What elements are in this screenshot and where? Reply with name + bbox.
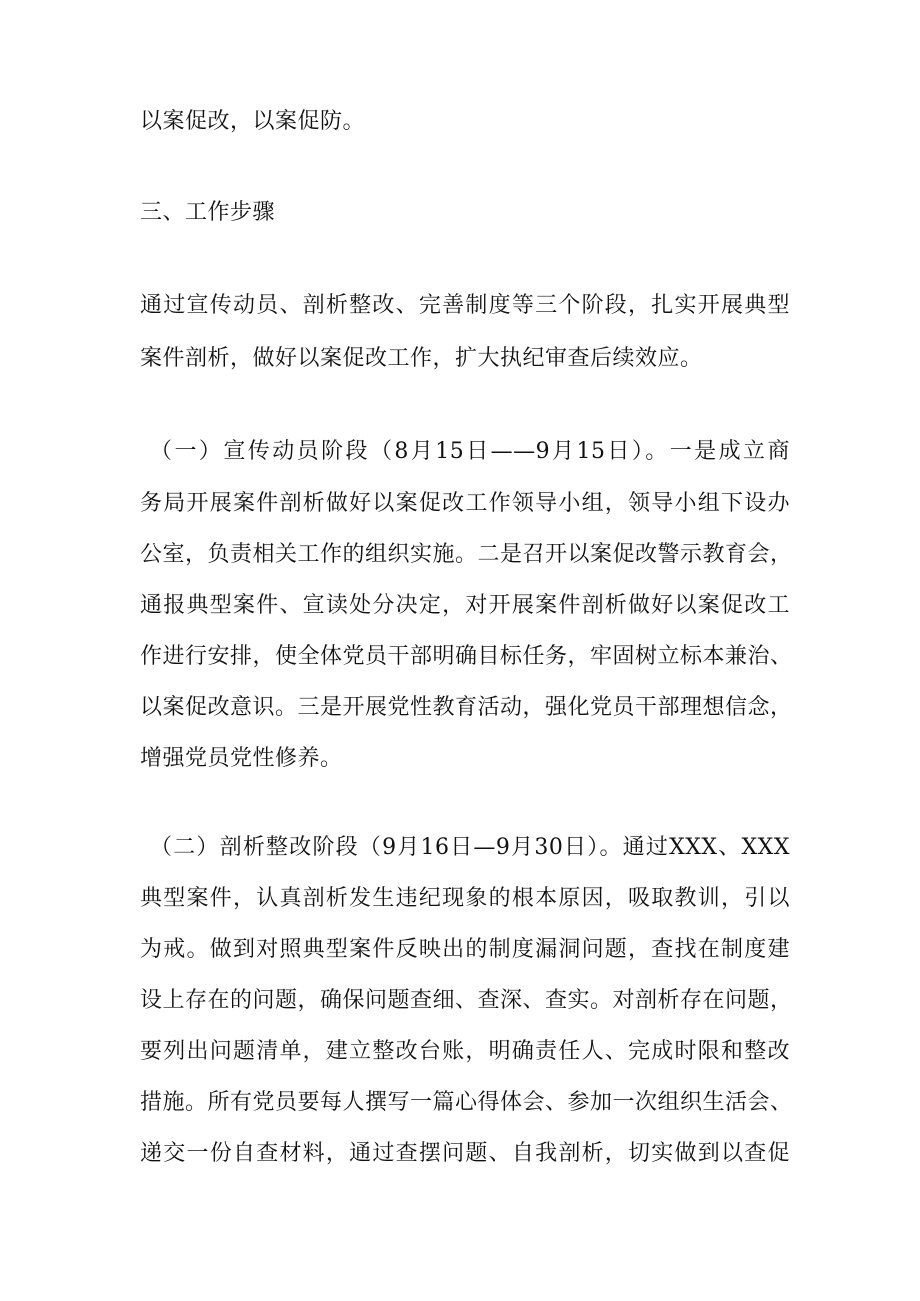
paragraph-line: 设上存在的问题，确保问题查细、查深、查实。对剖析存在问题， (140, 988, 793, 1013)
paragraph-line: 为戒。做到对照典型案件反映出的制度漏洞问题，查找在制度建 (140, 937, 790, 962)
paragraph-line: 要列出问题清单，建立整改台账，明确责任人、完成时限和整改 (140, 1039, 790, 1064)
paragraph-line: 公室，负责相关工作的组织实施。二是召开以案促改警示教育会， (140, 542, 793, 567)
paragraph-line: （一）宣传动员阶段（8月15日——9月15日）。一是成立商 (150, 439, 790, 464)
paragraph-line: 通过宣传动员、剖析整改、完善制度等三个阶段，扎实开展典型 (140, 293, 790, 318)
paragraph-line: 措施。所有党员要每人撰写一篇心得体会、参加一次组织生活会、 (140, 1090, 793, 1115)
section-heading: 三、工作步骤 (140, 200, 276, 225)
intro-line: 以案促改，以案促防。 (140, 109, 366, 134)
paragraph-line: 递交一份自查材料，通过查摆问题、自我剖析，切实做到以查促 (140, 1141, 790, 1166)
paragraph-line: 作进行安排，使全体党员干部明确目标任务，牢固树立标本兼治、 (140, 644, 793, 669)
paragraph-line: 增强党员党性修养。 (140, 746, 343, 771)
paragraph-line: 通报典型案件、宣读处分决定，对开展案件剖析做好以案促改工 (140, 593, 790, 618)
paragraph-line: 务局开展案件剖析做好以案促改工作领导小组，领导小组下设办 (140, 491, 790, 516)
paragraph-line: 以案促改意识。三是开展党性教育活动，强化党员干部理想信念， (140, 695, 793, 720)
paragraph-line: （二）剖析整改阶段（9月16日—9月30日）。通过XXX、XXX (150, 835, 790, 860)
paragraph-line: 典型案件，认真剖析发生违纪现象的根本原因，吸取教训，引以 (140, 886, 790, 911)
paragraph-line: 案件剖析，做好以案促改工作，扩大执纪审查后续效应。 (140, 346, 703, 371)
